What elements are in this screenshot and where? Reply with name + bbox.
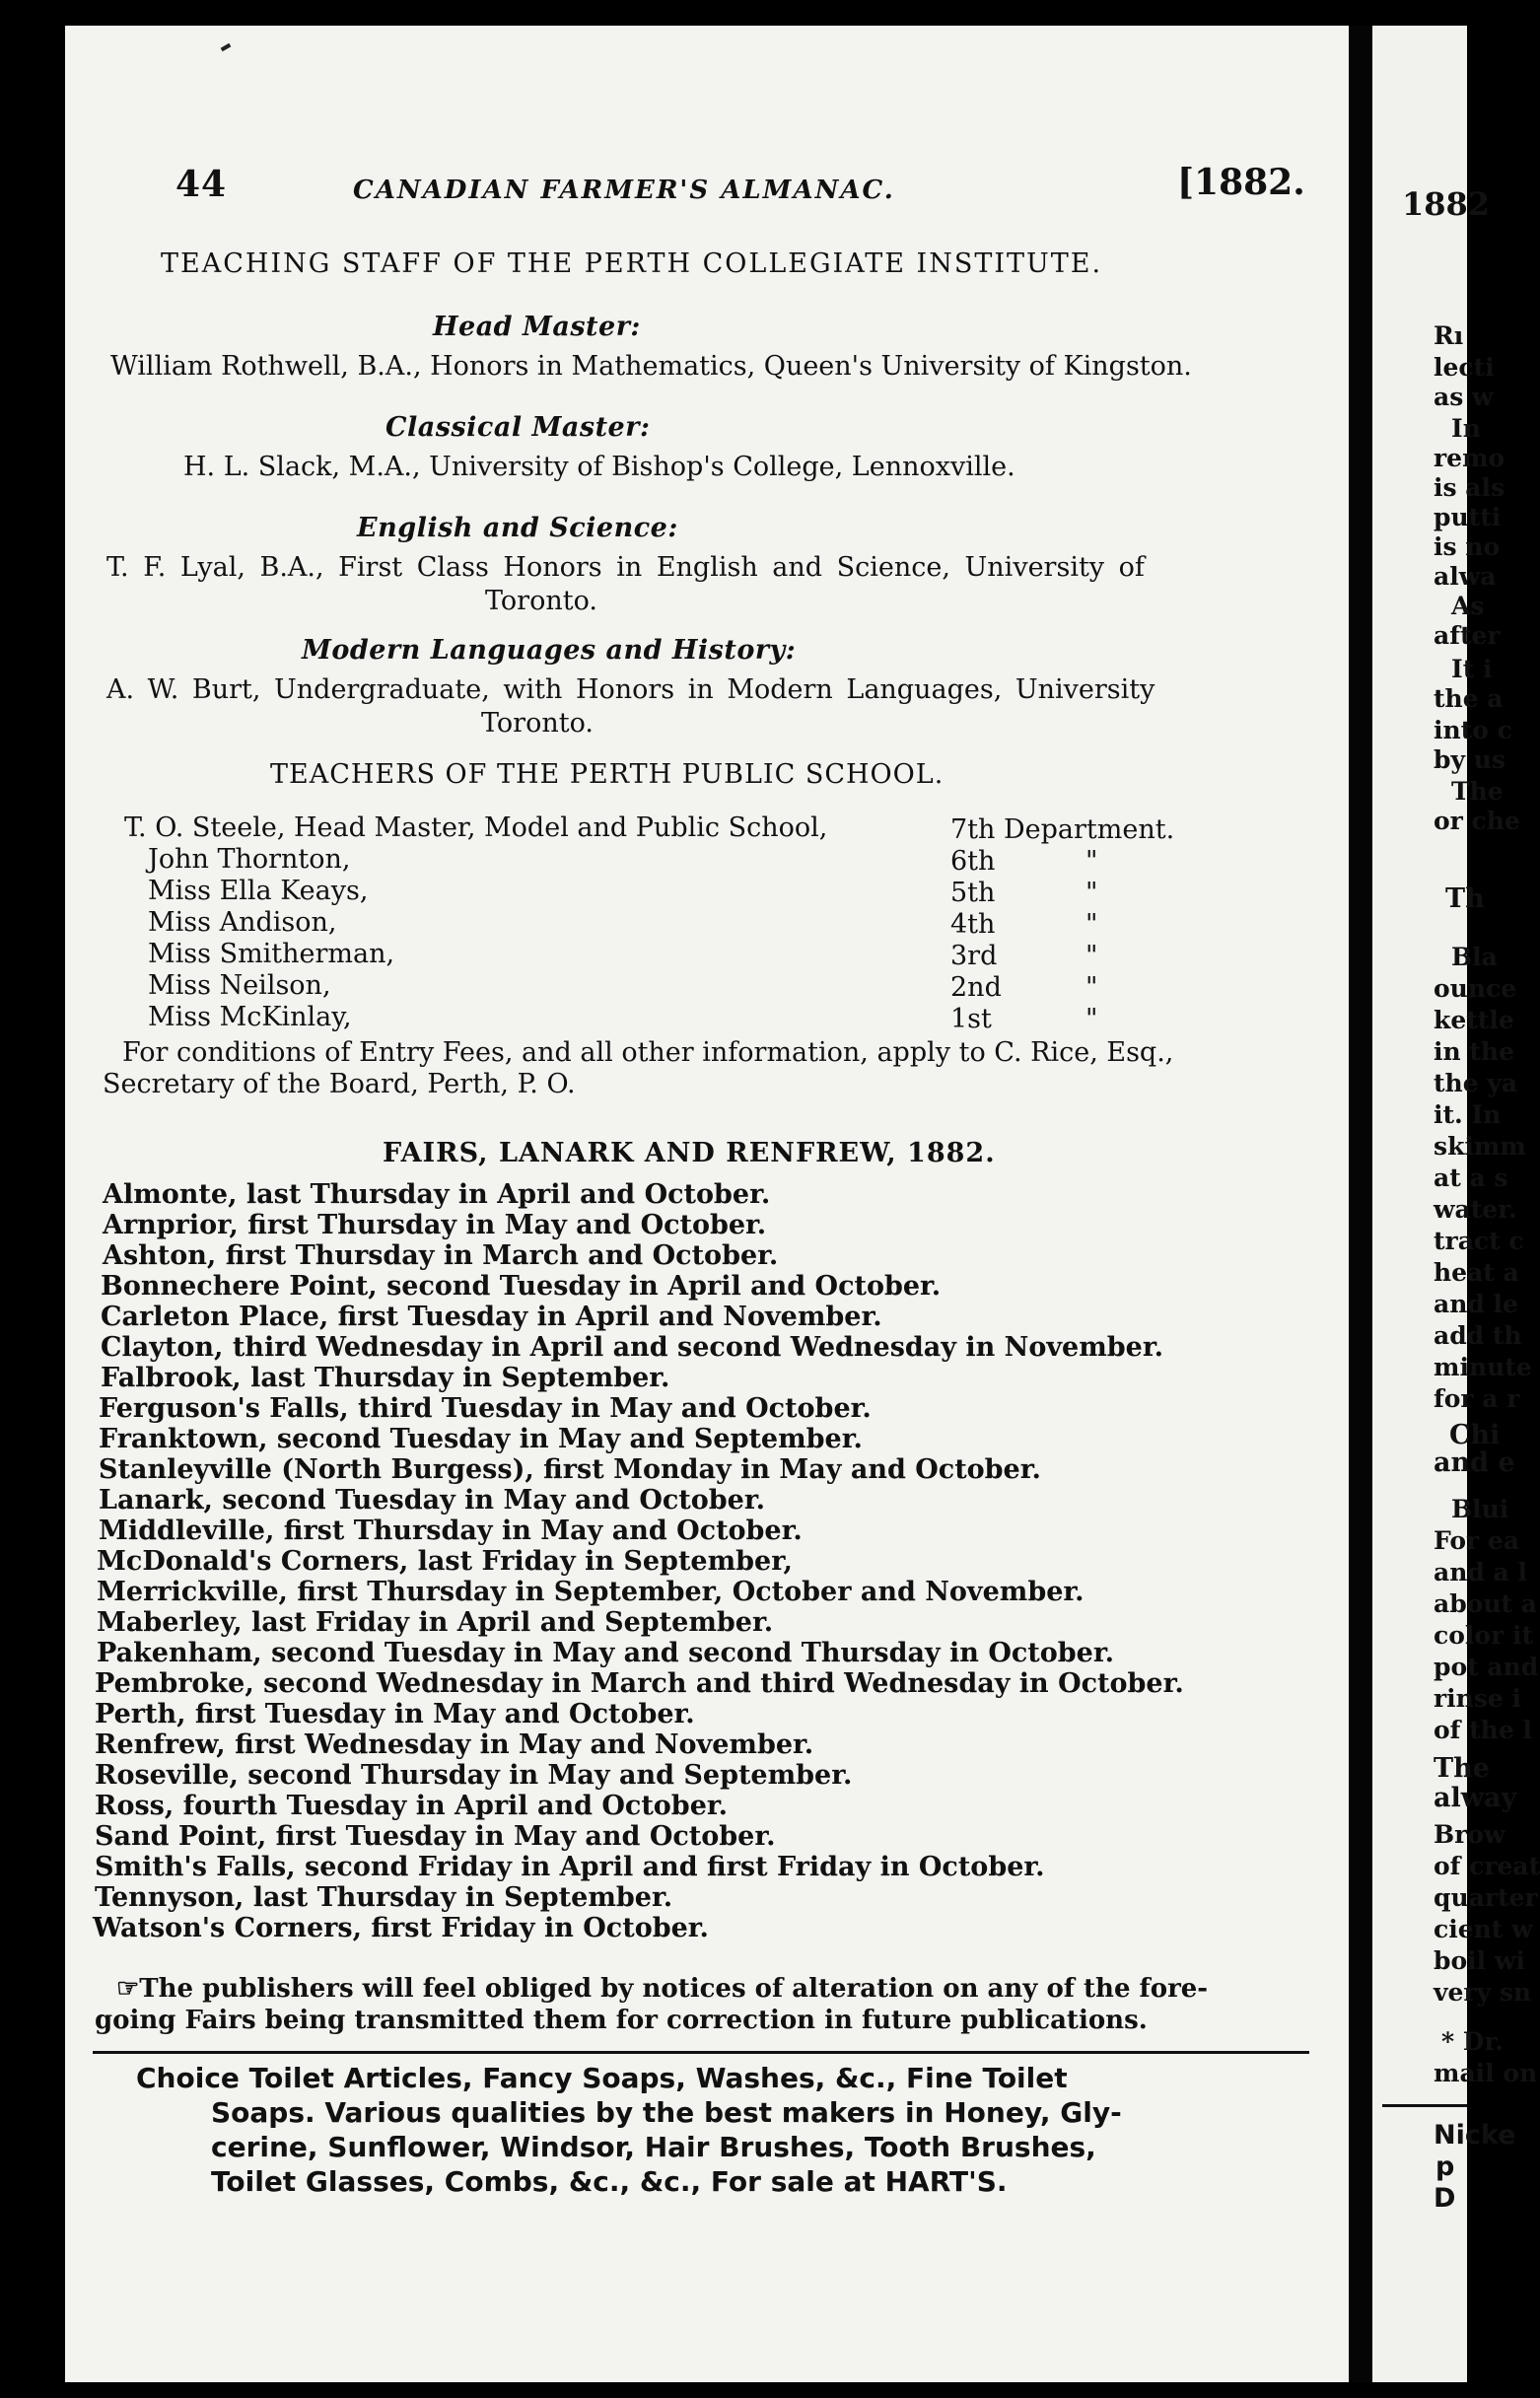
teacher-dept: 5th	[950, 878, 996, 908]
facing-fragment: add th	[1434, 1321, 1522, 1350]
facing-fragment: it. In	[1434, 1100, 1502, 1129]
facing-fragment: Bla	[1451, 943, 1498, 971]
facing-fragment: alway	[1434, 1783, 1517, 1813]
fair-item: Tennyson, last Thursday in September.	[95, 1882, 673, 1913]
facing-fragment: Brow	[1434, 1820, 1505, 1849]
facing-fragment: boil wi	[1434, 1946, 1525, 1975]
teacher-name: T. O. Steele, Head Master, Model and Public School,	[124, 812, 828, 843]
facing-fragment: For ea	[1434, 1526, 1520, 1555]
facing-fragment: Th	[1445, 883, 1485, 914]
facing-fragment: mail on	[1434, 2059, 1538, 2087]
conditions-line-2: Secretary of the Board, Perth, P. O.	[103, 1069, 576, 1099]
almanac-page	[65, 26, 1349, 2382]
fair-item: McDonald's Corners, last Friday in September,	[97, 1546, 793, 1577]
ad-line-2: Soaps. Various qualities by the best makers in Honey, Gly-	[211, 2096, 1122, 2129]
facing-fragment: putti	[1434, 503, 1502, 531]
fair-item: Franktown, second Tuesday in May and September.	[99, 1424, 863, 1454]
fair-item: Perth, first Tuesday in May and October.	[95, 1699, 695, 1729]
english-science-text-2: Toronto.	[485, 586, 597, 616]
fair-item: Almonte, last Thursday in April and October.	[103, 1179, 771, 1210]
english-science-text-1: T. F. Lyal, B.A., First Class Honors in English and Science, University of	[106, 552, 1145, 583]
facing-fragment: skimm	[1434, 1132, 1526, 1161]
modern-languages-text-1: A. W. Burt, Undergraduate, with Honors in Modern Languages, University	[106, 674, 1155, 705]
fairs-note-line-2: going Fairs being transmitted them for correction in future publications.	[95, 2006, 1148, 2035]
fair-item: Ashton, first Thursday in March and October.	[103, 1240, 779, 1271]
page-gutter	[1349, 26, 1372, 2382]
ditto-mark: "	[1085, 972, 1098, 1003]
ditto-mark: "	[1085, 846, 1098, 877]
modern-languages-text-2: Toronto.	[481, 708, 594, 739]
facing-fragment: of the l	[1434, 1716, 1532, 1744]
facing-fragment: at a s	[1434, 1164, 1508, 1192]
fair-item: Smith's Falls, second Friday in April and first Friday in October.	[95, 1852, 1045, 1882]
role-english-science: English and Science:	[357, 513, 678, 543]
teacher-dept: 2nd	[950, 972, 1002, 1003]
facing-fragment: quarter	[1434, 1883, 1538, 1912]
fair-item: Middleville, first Thursday in May and October.	[99, 1516, 803, 1546]
teacher-name: Miss Smitherman,	[148, 939, 395, 969]
facing-fragment: The	[1451, 777, 1504, 806]
facing-fragment: The	[1434, 1753, 1490, 1784]
facing-fragment: about a	[1434, 1589, 1537, 1618]
fair-item: Stanleyville (North Burgess), first Monday in May and October.	[99, 1454, 1041, 1485]
ditto-mark: "	[1085, 878, 1098, 908]
teacher-name: Miss Andison,	[148, 907, 337, 938]
role-classical-master: Classical Master:	[385, 412, 651, 443]
facing-fragment: Blui	[1451, 1495, 1509, 1523]
fair-item: Sand Point, first Tuesday in May and October.	[95, 1821, 776, 1852]
facing-fragment: or che	[1434, 807, 1520, 835]
facing-fragment: 1882	[1402, 185, 1491, 223]
teacher-name: Miss McKinlay,	[148, 1002, 352, 1032]
facing-fragment: tract c	[1434, 1227, 1524, 1255]
facing-fragment: is als	[1434, 473, 1505, 502]
fair-item: Merrickville, first Thursday in September, October and November.	[97, 1577, 1085, 1607]
facing-fragment: p	[1435, 2151, 1455, 2182]
facing-fragment: D	[1434, 2183, 1456, 2214]
teacher-name: Miss Ella Keays,	[148, 876, 369, 906]
ad-line-4: Toilet Glasses, Combs, &c., &c., For sale at HART'S.	[211, 2165, 1008, 2198]
teacher-dept: 1st	[950, 1004, 992, 1034]
staff-section-title: TEACHING STAFF OF THE PERTH COLLEGIATE INSTITUTE.	[161, 248, 1103, 279]
facing-fragment: rinse i	[1434, 1684, 1522, 1713]
facing-fragment: the a	[1434, 684, 1504, 713]
teacher-dept: 7th Department.	[950, 814, 1175, 845]
facing-fragment: ounce	[1434, 974, 1517, 1003]
fair-item: Clayton, third Wednesday in April and second Wednesday in November.	[101, 1332, 1164, 1363]
facing-fragment: of creat	[1434, 1852, 1540, 1880]
facing-fragment: As	[1451, 592, 1485, 620]
facing-fragment: Nicke	[1434, 2120, 1516, 2151]
divider-rule	[93, 2051, 1309, 2054]
fair-item: Falbrook, last Thursday in September.	[101, 1363, 670, 1393]
facing-fragment: * Dr.	[1441, 2027, 1505, 2056]
public-school-title: TEACHERS OF THE PERTH PUBLIC SCHOOL.	[270, 759, 945, 790]
facing-fragment: water.	[1434, 1195, 1517, 1224]
head-master-text: William Rothwell, B.A., Honors in Mathematics, Queen's University of Kingston.	[110, 351, 1192, 382]
fair-item: Renfrew, first Wednesday in May and November.	[95, 1729, 814, 1760]
facing-fragment: by us	[1434, 745, 1505, 774]
page-year: [1882.	[1177, 162, 1305, 203]
role-head-master: Head Master:	[433, 312, 641, 342]
facing-fragment: alwa	[1434, 562, 1497, 591]
ditto-mark: "	[1085, 941, 1098, 971]
teacher-dept: 3rd	[950, 941, 998, 971]
fair-item: Bonnechere Point, second Tuesday in April and October.	[101, 1271, 942, 1302]
fair-item: Roseville, second Thursday in May and September.	[95, 1760, 853, 1791]
facing-fragment: is no	[1434, 532, 1501, 561]
ditto-mark: "	[1085, 909, 1098, 940]
fair-item: Lanark, second Tuesday in May and October.	[99, 1485, 765, 1516]
facing-fragment: very sn	[1434, 1978, 1532, 2007]
facing-page-edge	[1372, 26, 1540, 2382]
facing-fragment: the ya	[1434, 1069, 1518, 1097]
facing-fragment: cient w	[1434, 1915, 1533, 1943]
facing-fragment: Rı	[1434, 321, 1464, 350]
facing-divider-rule	[1382, 2104, 1467, 2107]
page-number: 44	[175, 164, 228, 205]
fairs-note-line-1: ☞The publishers will feel obliged by notices of alteration on any of the fore-	[116, 1974, 1209, 2004]
classical-master-text: H. L. Slack, M.A., University of Bishop's College, Lennoxville.	[183, 452, 1015, 482]
fair-item: Pakenham, second Tuesday in May and second Thursday in October.	[97, 1638, 1114, 1668]
fair-item: Ross, fourth Tuesday in April and October.	[95, 1791, 729, 1821]
facing-fragment: as w	[1434, 383, 1494, 411]
facing-fragment: kettle	[1434, 1006, 1514, 1034]
facing-fragment: In	[1451, 414, 1481, 443]
fair-item: Watson's Corners, first Friday in October.	[93, 1913, 709, 1943]
fair-item: Arnprior, first Thursday in May and October.	[103, 1210, 767, 1240]
ad-line-3: cerine, Sunflower, Windsor, Hair Brushes, Tooth Brushes,	[211, 2131, 1096, 2163]
facing-fragment: It i	[1451, 655, 1493, 683]
running-title: CANADIAN FARMER'S ALMANAC.	[353, 176, 895, 205]
teacher-name: John Thornton,	[148, 844, 351, 875]
facing-fragment: lecti	[1434, 353, 1495, 382]
facing-fragment: after	[1434, 621, 1501, 650]
teacher-name: Miss Neilson,	[148, 970, 331, 1001]
facing-fragment: heat a	[1434, 1258, 1519, 1287]
facing-fragment: for a r	[1434, 1384, 1520, 1413]
facing-fragment: Chi	[1449, 1420, 1501, 1450]
facing-fragment: into c	[1434, 716, 1512, 744]
facing-fragment: minute	[1434, 1353, 1532, 1381]
fair-item: Pembroke, second Wednesday in March and third Wednesday in October.	[95, 1668, 1184, 1699]
fair-item: Maberley, last Friday in April and September.	[97, 1607, 774, 1638]
ink-speck	[221, 43, 232, 51]
ad-line-1: Choice Toilet Articles, Fancy Soaps, Washes, &c., Fine Toilet	[136, 2062, 1068, 2094]
facing-fragment: pot and	[1434, 1653, 1539, 1681]
conditions-line-1: For conditions of Entry Fees, and all other information, apply to C. Rice, Esq.,	[122, 1037, 1174, 1068]
fair-item: Ferguson's Falls, third Tuesday in May and October.	[99, 1393, 872, 1424]
facing-fragment: and e	[1434, 1447, 1515, 1478]
facing-fragment: and le	[1434, 1290, 1518, 1318]
facing-fragment: in the	[1434, 1037, 1515, 1066]
role-modern-languages: Modern Languages and History:	[302, 635, 797, 666]
facing-fragment: remo	[1434, 444, 1505, 472]
fair-item: Carleton Place, first Tuesday in April and November.	[101, 1302, 882, 1332]
ditto-mark: "	[1085, 1004, 1098, 1034]
teacher-dept: 6th	[950, 846, 996, 877]
teacher-dept: 4th	[950, 909, 996, 940]
facing-fragment: and a l	[1434, 1558, 1527, 1587]
fairs-title: FAIRS, LANARK AND RENFREW, 1882.	[383, 1138, 996, 1168]
facing-fragment: color it	[1434, 1621, 1533, 1650]
